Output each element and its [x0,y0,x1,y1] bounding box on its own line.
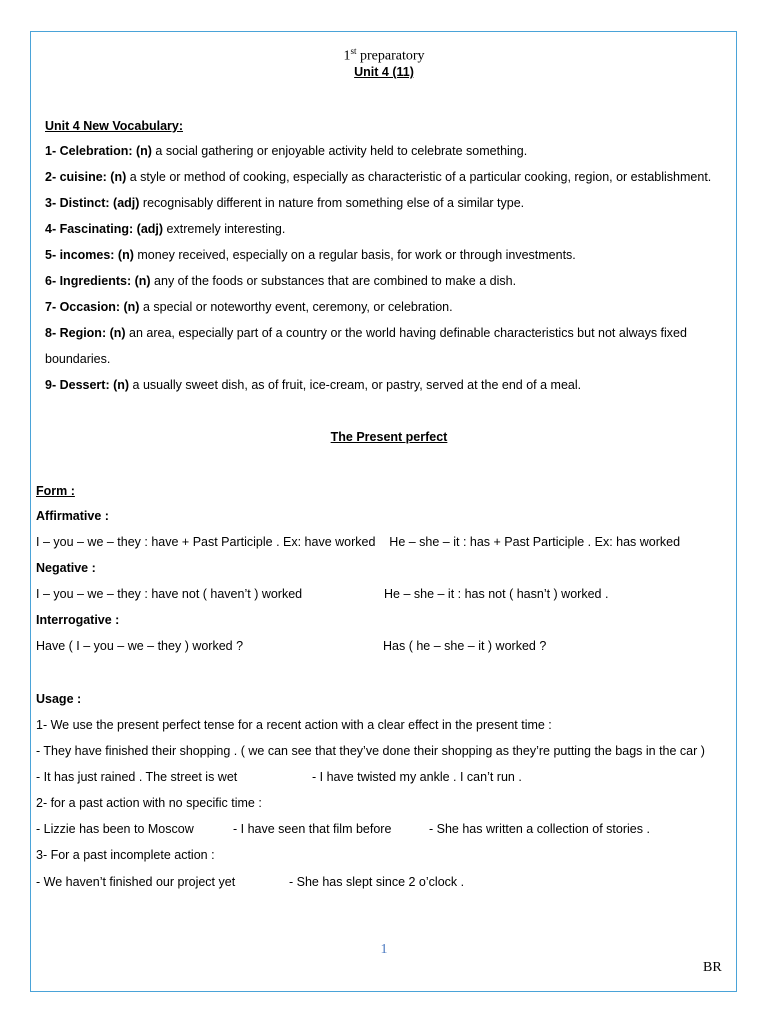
vocab-item: 4- Fascinating: (adj) extremely interesting. [45,222,286,236]
usage-2-example: - Lizzie has been to Moscow [36,822,194,836]
usage-1-example: - They have finished their shopping . ( we can see that they’ve done their shopping as they’re putting the bags in the car ) [36,744,705,758]
affirmative-label: Affirmative : [36,509,109,523]
interrogative-left: Have ( I – you – we – they ) worked ? [36,639,244,653]
vocab-item: 6- Ingredients: (n) any of the foods or substances that are combined to make a dish. [45,274,517,288]
vocab-title: Unit 4 New Vocabulary: [45,119,183,133]
vocab-item: 9- Dessert: (n) a usually sweet dish, as of fruit, ice-cream, or pastry, served at the end of a meal. [45,378,582,392]
usage-1: 1- We use the present perfect tense for a recent action with a clear effect in the present time : [36,718,552,732]
usage-label: Usage : [36,692,82,706]
section-title: The Present perfect [330,430,448,444]
vocab-item: 5- incomes: (n) money received, especially on a regular basis, for work or through investments. [45,248,576,262]
usage-3-example: - We haven’t finished our project yet [36,875,236,889]
vocab-item: 3- Distinct: (adj) recognisably different in nature from something else of a similar type. [45,196,525,210]
usage-2-example: - I have seen that film before [233,822,392,836]
usage-2-example: - She has written a collection of stories . [429,822,650,836]
vocab-item: 8- Region: (n) an area, especially part of a country or the world having definable characteristics but not always fixed [45,326,687,340]
interrogative-right: Has ( he – she – it ) worked ? [383,639,547,653]
usage-3: 3- For a past incomplete action : [36,848,215,862]
grade-heading: 1st preparatory [343,46,425,64]
usage-1-example: - It has just rained . The street is wet [36,770,238,784]
author-initials: BR [703,960,722,975]
page-number: 1 [380,942,388,957]
affirmative-text: I – you – we – they : have + Past Participle . Ex: have worked He – she – it : has + Past Participle . Ex: has worked [36,535,681,549]
usage-3-example: - She has slept since 2 o’clock . [289,875,465,889]
interrogative-label: Interrogative : [36,613,120,627]
vocab-item: 2- cuisine: (n) a style or method of cooking, especially as characteristic of a particular cooking, region, or establishment. [45,170,712,184]
vocab-item-continuation: boundaries. [45,352,111,366]
negative-right: He – she – it : has not ( hasn’t ) worked . [384,587,609,601]
usage-2: 2- for a past action with no specific time : [36,796,262,810]
unit-heading: Unit 4 (11) [354,65,414,79]
negative-label: Negative : [36,561,96,575]
usage-1-example: - I have twisted my ankle . I can’t run . [312,770,522,784]
negative-left: I – you – we – they : have not ( haven’t ) worked [36,587,303,601]
form-label: Form : [36,484,75,498]
vocab-item: 1- Celebration: (n) a social gathering or enjoyable activity held to celebrate something. [45,144,528,158]
vocab-item: 7- Occasion: (n) a special or noteworthy event, ceremony, or celebration. [45,300,453,314]
